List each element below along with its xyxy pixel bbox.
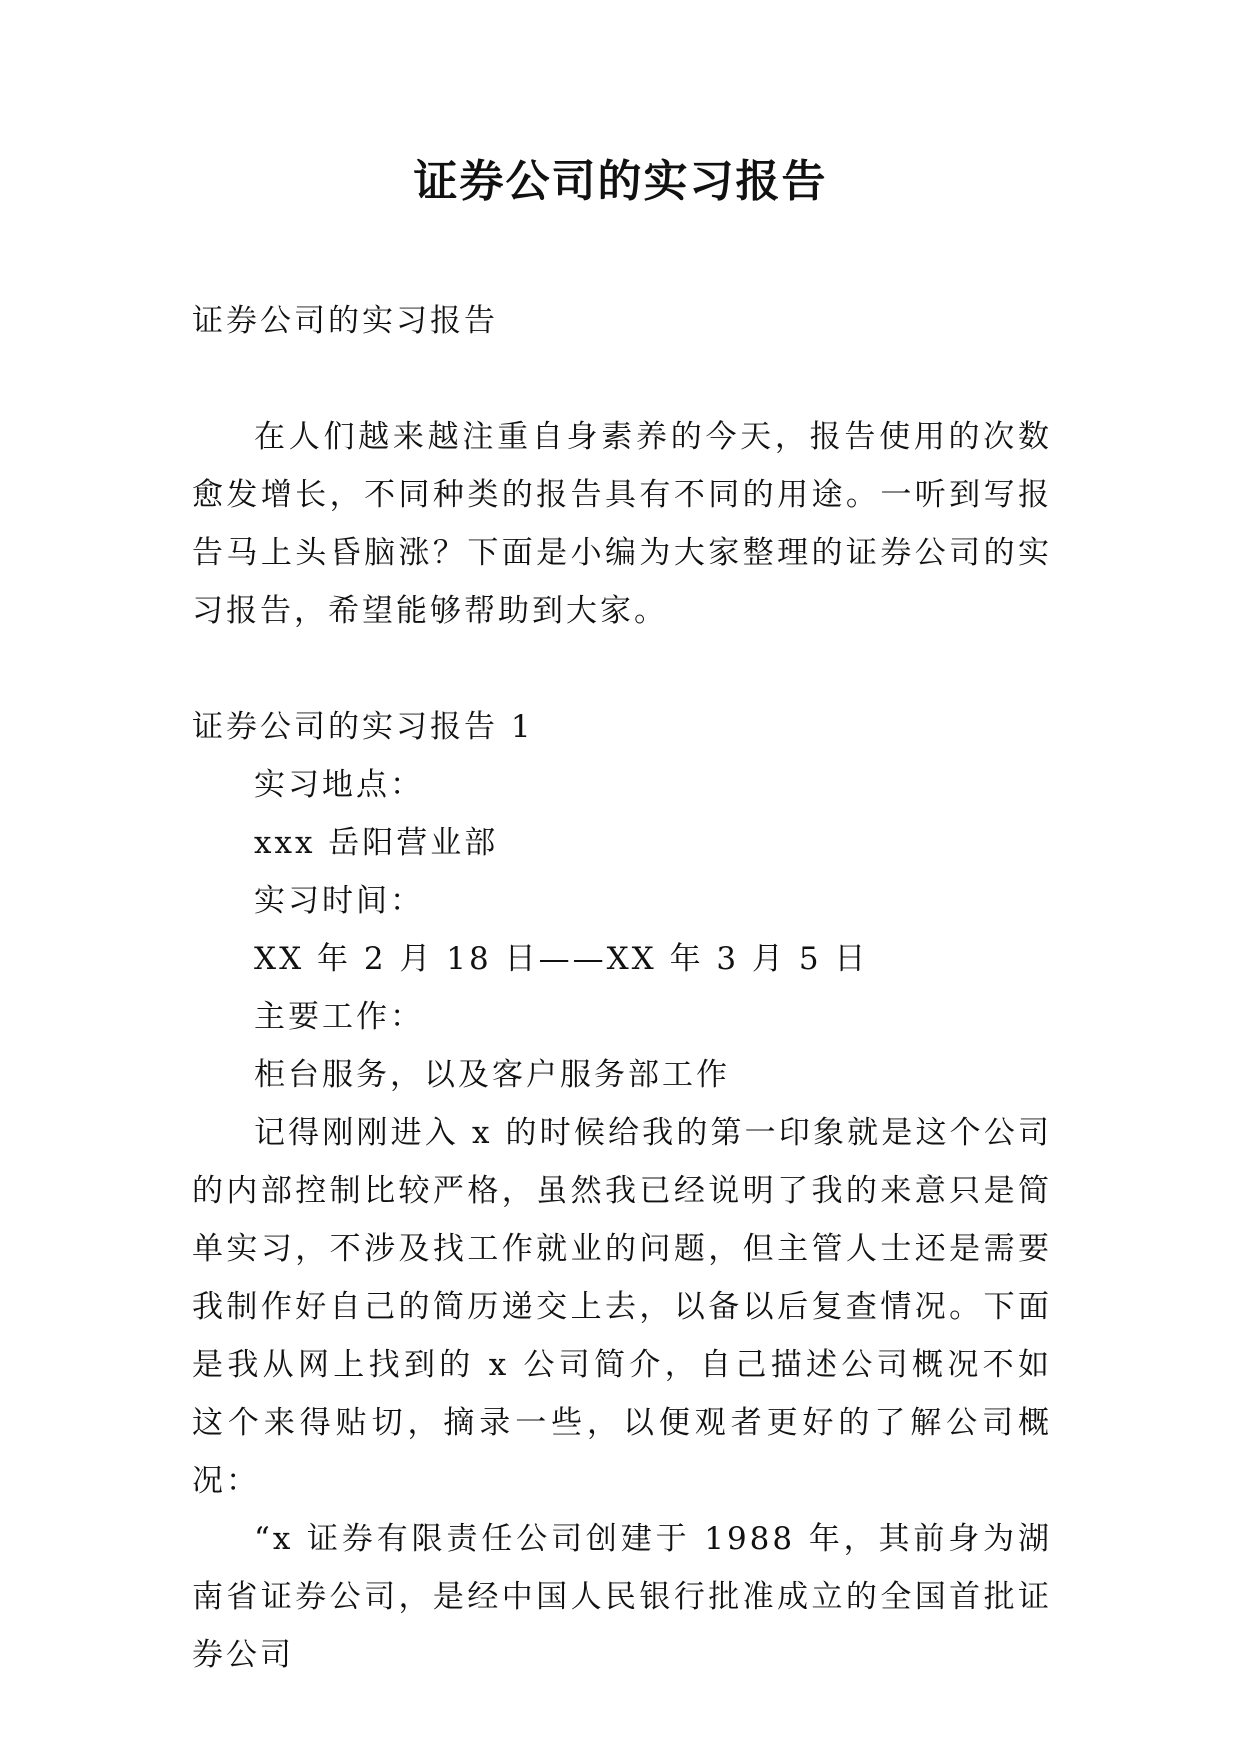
intro-paragraph: 在人们越来越注重自身素养的今天，报告使用的次数愈发增长，不同种类的报告具有不同的用途。一听到写报告马上头昏脑涨？下面是小编为大家整理的证券公司的实习报告，希望能够帮助到大家。 <box>192 419 1052 629</box>
info-line-time-label: 实习时间： <box>254 883 424 919</box>
info-line-work-label: 主要工作： <box>254 999 424 1035</box>
info-line-work-value: 柜台服务，以及客户服务部工作 <box>254 1057 730 1093</box>
body-paragraph-1: 记得刚刚进入 x 的时候给我的第一印象就是这个公司的内部控制比较严格，虽然我已经说明了我的来意只是简单实习，不涉及找工作就业的问题，但主管人士还是需要我制作好自己的简历递交上去，以备以后复查情况。下面是我从网上找到的 x 公司简介，自己描述公司概况不如这个来得贴切，摘录一些，以便观者更好的了解公司概况： <box>192 1115 1052 1499</box>
document-body <box>192 292 1052 1684</box>
info-line-location-label: 实习地点： <box>254 767 424 803</box>
document-title: 证券公司的实习报告 <box>413 156 828 207</box>
body-paragraph-2: “x 证券有限责任公司创建于 1988 年，其前身为湖南省证券公司，是经中国人民银行批准成立的全国首批证券公司 <box>192 1521 1052 1673</box>
section-heading: 证券公司的实习报告 1 <box>192 709 534 745</box>
document-subtitle: 证券公司的实习报告 <box>192 303 498 339</box>
info-line-location-value: xxx 岳阳营业部 <box>254 825 499 861</box>
info-line-time-value: XX 年 2 月 18 日——XX 年 3 月 5 日 <box>254 941 869 977</box>
